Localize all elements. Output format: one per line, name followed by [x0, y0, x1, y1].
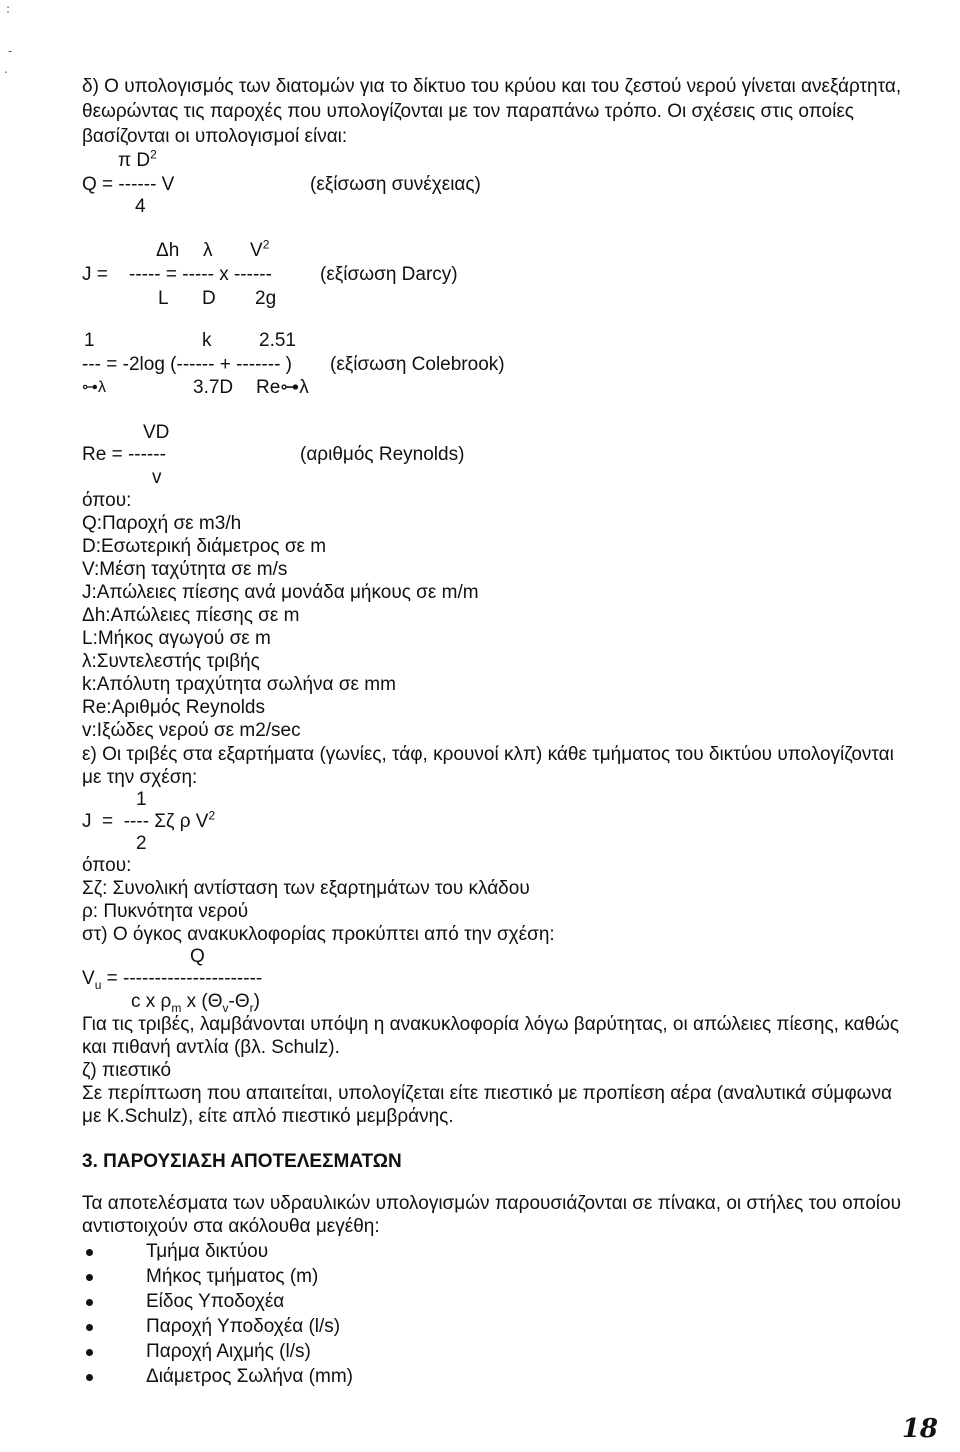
paragraph-line: αντιστοιχούν στα ακόλουθα μεγέθη:	[82, 1216, 380, 1237]
equation-label: (εξίσωση Colebrook)	[330, 354, 505, 375]
paragraph-line: δ) Ο υπολογισμός των διατομών για το δίκτυο του κρύου και του ζεστού νερού γίνεται ανεξάρτητα,	[82, 76, 902, 97]
definition-line: Σζ: Συνολική αντίσταση των εξαρτημάτων του κλάδου	[82, 878, 530, 899]
equation-denominator: c x $\rho_m$ x $(\Theta_v-\Theta_r)$	[131, 991, 260, 1015]
definition-line: ρ: Πυκνότητα νερού	[82, 901, 249, 922]
definition-line: v:Ιξώδες νερού σε m2/sec	[82, 720, 301, 741]
equation-numerator: 2.51	[259, 330, 296, 351]
equation-denominator: ⊶λ	[82, 379, 106, 396]
paragraph-line: βασίζονται οι υπολογισμοί είναι:	[82, 126, 348, 147]
definition-line: L:Μήκος αγωγού σε m	[82, 628, 271, 649]
where-label: όπου:	[82, 490, 132, 511]
list-item: Διάμετρος Σωλήνα (mm)	[146, 1366, 353, 1387]
paragraph-line: και πιθανή αντλία (βλ. Schulz).	[82, 1037, 340, 1058]
page-number: 18	[901, 1414, 938, 1444]
paragraph-line: Για τις τριβές, λαμβάνονται υπόψη η ανακυκλοφορία λόγω βαρύτητας, οι απώλειες πίεσης, καθώς	[82, 1014, 899, 1035]
definition-line: Re:Αριθμός Reynolds	[82, 697, 265, 718]
list-item: Μήκος τμήματος (m)	[146, 1266, 319, 1287]
paragraph-line: θεωρώντας τις παροχές που υπολογίζονται με τον παραπάνω τρόπο. Οι σχέσεις στις οποίες	[82, 101, 854, 122]
definition-line: V:Μέση ταχύτητα σε m/s	[82, 559, 288, 580]
equation-label: (εξίσωση συνέχειας)	[310, 174, 481, 195]
list-item: Παροχή Αιχμής (l/s)	[146, 1341, 311, 1362]
equation-numerator: VD	[143, 422, 170, 443]
definition-line: Q:Παροχή σε m3/h	[82, 513, 242, 534]
definition-line: k:Απόλυτη τραχύτητα σωλήνα σε mm	[82, 674, 396, 695]
list-item: Τμήμα δικτύου	[146, 1241, 269, 1262]
equation-denominator: L	[158, 288, 169, 309]
list-item: Παροχή Υποδοχέα (l/s)	[146, 1316, 341, 1337]
equation-numerator: λ	[203, 240, 213, 261]
definition-line: J:Απώλειες πίεσης ανά μονάδα μήκους σε m/m	[82, 582, 479, 603]
paragraph-line: με K.Schulz), είτε απλό πιεστικό μεμβράνης.	[82, 1106, 454, 1127]
paragraph-line: με την σχέση:	[82, 767, 198, 788]
equation-denominator: 2g	[255, 288, 277, 309]
equation-denominator: 4	[135, 196, 146, 217]
paragraph-line: στ) Ο όγκος ανακυκλοφορίας προκύπτει από την σχέση:	[82, 924, 555, 945]
definition-line: λ:Συντελεστής τριβής	[82, 651, 260, 672]
equation-label: (αριθμός Reynolds)	[300, 444, 465, 465]
scan-mark: .	[4, 62, 8, 76]
equation-label: (εξίσωση Darcy)	[320, 264, 458, 285]
equation-line: J = ---- Σζ ρ $V^2$	[82, 808, 216, 832]
equation-numerator: $V^2$	[250, 237, 270, 261]
section-heading: 3. ΠΑΡΟΥΣΙΑΣΗ ΑΠΟΤΕΛΕΣΜΑΤΩΝ	[82, 1151, 402, 1172]
bullet-icon	[86, 1324, 93, 1331]
equation-numerator: π $D^2$	[118, 147, 157, 171]
equation-denominator: D	[202, 288, 216, 309]
equation-line: Q = ------ V	[82, 174, 175, 195]
equation-numerator: Q	[190, 946, 205, 967]
paragraph-line: Τα αποτελέσματα των υδραυλικών υπολογισμών παρουσιάζονται σε πίνακα, οι στήλες του οποίου	[82, 1193, 901, 1214]
subsection-title: ζ) πιεστικό	[82, 1060, 172, 1081]
bullet-icon	[86, 1249, 93, 1256]
equation-numerator: Δh	[156, 240, 180, 261]
bullet-icon	[86, 1274, 93, 1281]
equation-numerator: 1	[84, 330, 95, 351]
equation-line: J = ----- = ----- x ------	[82, 264, 272, 285]
equation-numerator: 1	[136, 789, 147, 810]
bullet-icon	[86, 1349, 93, 1356]
equation-numerator: k	[202, 330, 212, 351]
where-label: όπου:	[82, 855, 132, 876]
paragraph-line: Σε περίπτωση που απαιτείται, υπολογίζεται είτε πιεστικό με προπίεση αέρα (αναλυτικά σύμφωνα	[82, 1083, 892, 1104]
equation-denominator: Re⊶λ	[256, 377, 309, 398]
equation-denominator: v	[152, 467, 162, 488]
equation-denominator: 3.7D	[193, 377, 234, 398]
paragraph-line: ε) Οι τριβές στα εξαρτήματα (γωνίες, τάφ, κρουνοί κλπ) κάθε τμήματος του δικτύου υπολογίζονται	[82, 744, 894, 765]
bullet-icon	[86, 1299, 93, 1306]
scan-mark: -	[8, 44, 13, 58]
equation-line: $V_u$ = ----------------------	[82, 968, 263, 992]
equation-line: Re = ------	[82, 444, 166, 465]
equation-denominator: 2	[136, 833, 147, 854]
definition-line: D:Εσωτερική διάμετρος σε m	[82, 536, 327, 557]
definition-line: Δh:Απώλειες πίεσης σε m	[82, 605, 300, 626]
scan-mark: :	[6, 2, 11, 16]
bullet-icon	[86, 1374, 93, 1381]
equation-line: --- = -2log (------ + ------- )	[82, 354, 293, 375]
list-item: Είδος Υποδοχέα	[146, 1291, 285, 1312]
